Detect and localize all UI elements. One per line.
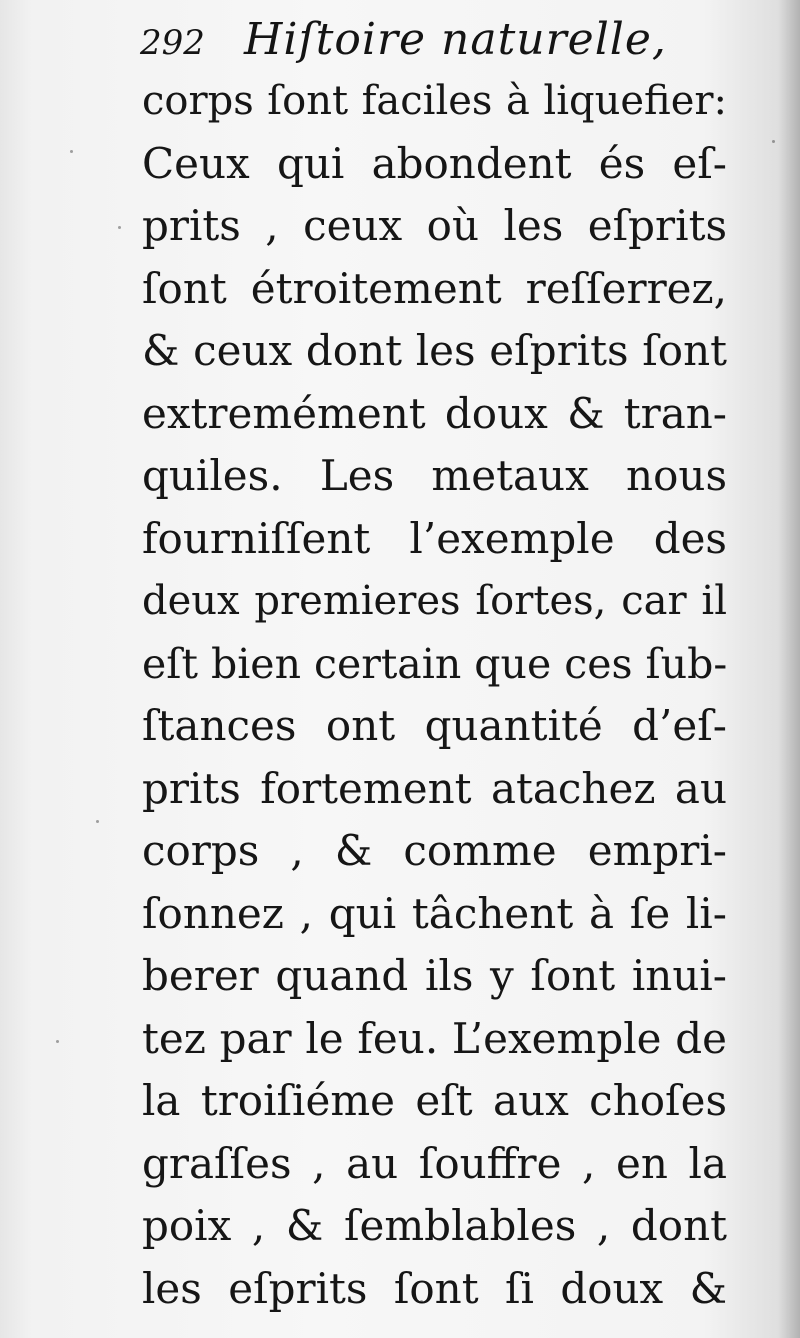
page-header (140, 14, 700, 74)
text-line: eſt bien certain que ces ſub- (142, 639, 728, 688)
text-line: tez par le feu. L’exemple de (142, 1013, 727, 1063)
paper-speck (70, 150, 73, 153)
page-number: 292 (140, 23, 205, 63)
text-line: prits fortement atachez au (142, 763, 727, 813)
running-title: Hiſtoire naturelle, (244, 14, 667, 65)
paper-speck (96, 820, 99, 823)
text-line: Ceux qui abondent és eſ- (142, 138, 727, 188)
text-line: deux premieres ſortes, car il (142, 578, 727, 624)
text-line: ſont étroitement reſſerrez, (142, 263, 727, 313)
paper-speck (772, 140, 775, 143)
text-line: corps , & comme empri- (142, 826, 727, 875)
text-line: extremément doux & tran- (142, 388, 727, 438)
text-line: fourniſſent l’exemple des (142, 513, 727, 563)
text-line: graſſes , au ſouffre , en la (142, 1138, 727, 1188)
text-line: quiles. Les metaux nous (142, 451, 727, 500)
text-line: berer quand ils y ſont inui- (142, 951, 727, 1000)
paper-speck (56, 1040, 59, 1043)
text-line: poix , & ſemblables , dont (142, 1201, 727, 1250)
text-line: la troiſiéme eſt aux choſes (142, 1076, 727, 1125)
page-edge-shadow (778, 0, 800, 1338)
text-line: les eſprits ſont ſi doux & (142, 1263, 727, 1313)
text-line: ſtances ont quantité d’eſ- (142, 701, 727, 750)
text-line: ſonnez , qui tâchent à ſe li- (142, 888, 727, 938)
paper-speck (420, 1300, 423, 1303)
paper-speck (118, 226, 121, 229)
text-line: prits , ceux où les eſprits (142, 201, 727, 250)
text-line: & ceux dont les eſprits ſont (142, 326, 727, 375)
body-text (142, 70, 727, 1320)
text-line: corps ſont faciles à liquefier: (142, 78, 727, 124)
